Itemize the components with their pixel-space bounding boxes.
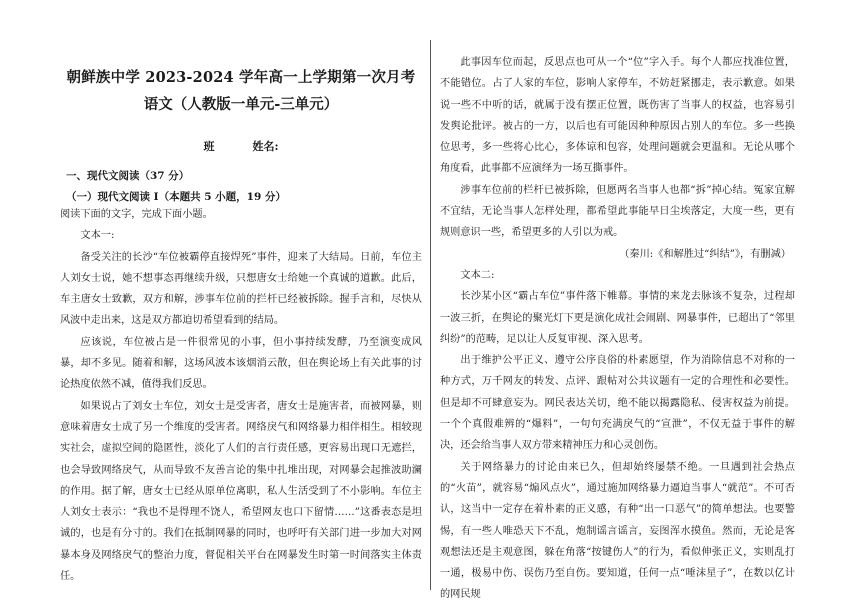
name-line <box>60 138 422 154</box>
paragraph: 此事因车位而起，反思点也可从一个“位”字入手。每个人都应找准位置，不能错位。占了人家的车位，影响人家停车，不妨赶紧挪走，表示歉意。如果说一些不中听的话，就属于没有摆正位置，既伤害了当事人的权益，也容易引发舆论批评。被占的一方，以后也有可能因种种原因占别人的车位。多一些换位思考，多一些将心比心，多体谅和包容，处理问题就会更温和。无论从哪个角度看，此事都不应演绎为一场互撕事件。 <box>440 57 795 175</box>
exam-title: 朝鲜族中学 2023-2024 学年高一上学期第一次月考 <box>66 69 416 86</box>
exam-subtitle: 语文（人教版一单元-三单元） <box>143 96 339 113</box>
paragraph: 应该说，车位被占是一件很常见的小事，但小事持续发酵，乃至演变成风暴，却不多见。随着和解，这场风波本该烟消云散，但在舆论场上有关此事的讨论热度依然不减，值得我们反思。 <box>60 336 422 391</box>
left-column <box>60 40 422 587</box>
source-citation: （秦川:《和解胜过“纠结”》，有删减） <box>619 248 791 260</box>
paragraph: 长沙某小区“霸占车位”事件落下帷幕。事情的来龙去脉该不复杂，过程却一波三折，在舆论的聚光灯下更是演化成社会闹剧、网暴事件，已超出了“邻里纠纷”的范畴，足以让人反复审视、深入思考。 <box>440 291 795 345</box>
paragraph: 备受关注的长沙“车位被霸停直接焊死”事件，迎来了大结局。日前，车位主人刘女士说，她不想事态再继续升级，只想唐女士给她一个真诚的道歉。此后，车主唐女士致歉，双方和解，涉事车位前的拦杆已经被拆除。握手言和，尽快从风波中走出来，这是双方都迫切希望看到的结局。 <box>60 251 422 327</box>
paragraph: 涉事车位前的栏杆已被拆除，但愿两名当事人也都“拆”掉心结。冤家宜解不宜结，无论当事人怎样处理，都希望此事能早日尘埃落定，大度一些，更有规则意识一些，希望更多的人引以为戒。 <box>440 184 795 239</box>
instruction-text: 阅读下面的文字，完成下面小题。 <box>60 209 213 220</box>
column-divider <box>430 40 431 590</box>
section-heading: 一、现代文阅读（37 分） <box>66 170 190 182</box>
class-label: 班 <box>203 140 215 153</box>
subsection-heading: （一）现代文阅读 I（本题共 5 小题，19 分） <box>66 191 286 203</box>
right-column <box>440 52 795 606</box>
paragraph: 出于维护公平正义、遵守公序良俗的朴素愿望，作为消除信息不对称的一种方式，万千网友的转发、点评、跟帖对公共议题有一定的合理性和必要性。但是却不可肆意妄为。网民表达关切，绝不能以揭露隐私、侵害权益为前提。一个个真假难辨的“爆料”，一句句充满戾气的“宣泄”，不仅无益于事件的解决，还会给当事人双方带来精神压力和心灵创伤。 <box>440 355 795 452</box>
text-one-label: 文本一: <box>80 230 115 242</box>
text-two-label: 文本二: <box>460 269 495 281</box>
paragraph: 关于网络暴力的讨论由来已久，但却始终屡禁不绝。一旦遇到社会热点的“火苗”，就容易“煽风点火”，通过施加网络暴力逼迫当事人“就范”。不可否认，这当中一定存在着朴素的正义感，有种“出一口恶气”的简单想法。也要警惕，有一些人唯恐天下不乱，炮制谣言谣言，妄图浑水摸鱼。然而，无论是客观想法还是主观意图，躲在角落“按键伤人”的行为，看似伸张正义，实则乱打一通，极易中伤、误伤乃至自伤。要知道，任何一点“唾沫星子”，在数以亿计的网民规 <box>440 461 795 601</box>
paragraph: 如果说占了刘女士车位，刘女士是受害者，唐女士是施害者，而被网暴，则意味着唐女士成了另一个维度的受害者。网络戾气和网络暴力相伴相生。相较现实社会，虚拟空间的隐匿性，淡化了人们的言行责任感，更容易出现口无遮拦，也会导致网络戾气，从而导致不友善言论的集中扎堆出现，对网暴会起推波助澜的作用。据了解，唐女士已经从原单位离职，私人生活受到了不小影响。车位主人刘女士表示：“我也不是得理不饶人，希望网友也口下留情……”这番表态是坦诚的，也是有分寸的。我们在抵制网暴的同时，也呼吁有关部门进一步加大对网暴本身及网络戾气的整治力度，督促相关平台在网暴发生时第一时间落实主体责任。 <box>60 400 422 583</box>
name-label: 姓名: <box>252 140 279 153</box>
